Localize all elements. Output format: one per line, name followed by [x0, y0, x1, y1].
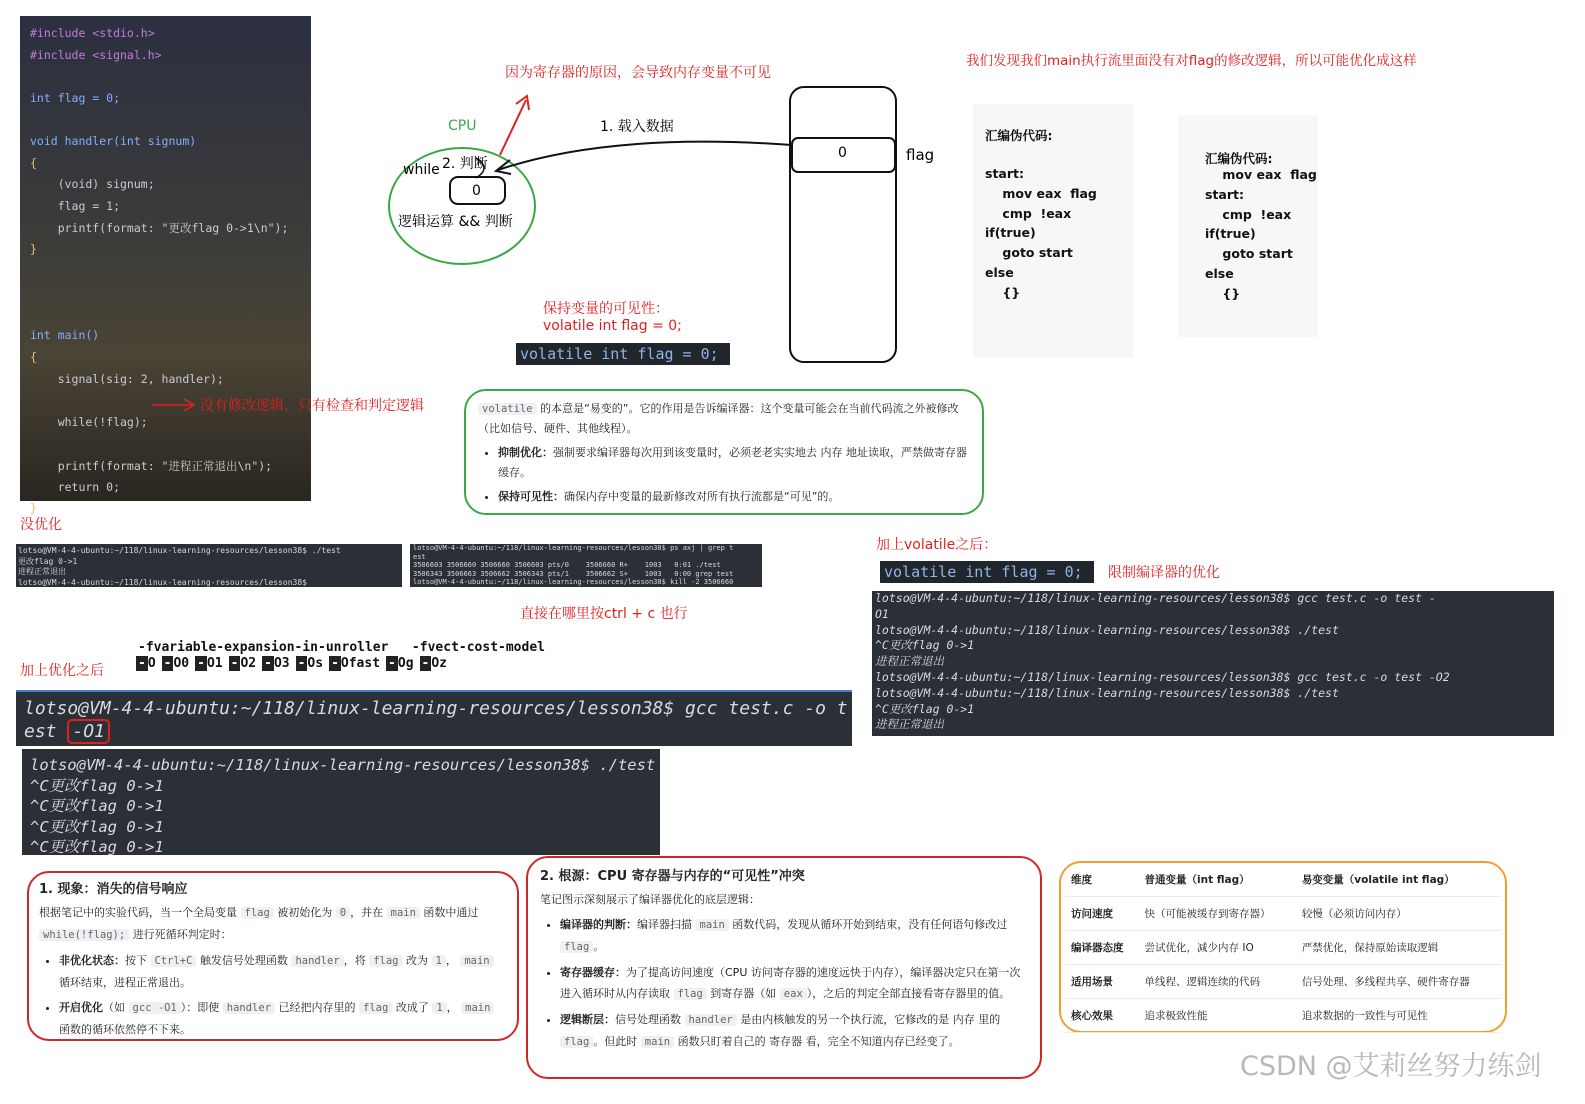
watermark: CSDN @艾莉丝努力练剑	[1240, 1051, 1542, 1082]
terminal-line: lotso@VM-4-4-ubuntu:~/118/linux-learning-resources/lesson38$ ps axj | grep t	[413, 544, 734, 552]
code-pill: main	[461, 1002, 494, 1014]
terminal-line: ^C更改flag 0->1	[30, 797, 164, 815]
card2-text: 为了提高访问速度（CPU 访问寄存器的速度远快于内存），编译器决定只在第一次进入循环时从内存读取	[560, 966, 1021, 1000]
cpu-label: CPU	[448, 118, 477, 134]
keep-visible-code: volatile int flag = 0;	[543, 318, 682, 334]
right-note: 我们发现我们main执行流里面没有对flag的修改逻辑，所以可能优化成这样	[966, 53, 1417, 69]
code-pill: flag	[241, 907, 274, 919]
red-arrow	[500, 100, 526, 155]
card1-title: 1. 现象：消失的信号响应	[39, 882, 188, 897]
table-row	[1065, 931, 1501, 965]
code-line: return 0;	[30, 479, 121, 494]
code-editor	[20, 16, 311, 516]
asm-line: if(true)	[985, 225, 1036, 241]
table-header: 普通变量（int flag）	[1139, 863, 1296, 897]
register-value: 0	[472, 183, 481, 199]
terminal-line: ^C更改flag 0->1	[30, 776, 164, 795]
asm-line: cmp !eax	[985, 205, 1072, 221]
code-pill: eax	[780, 988, 807, 1000]
volatile-tag: volatile	[478, 403, 537, 415]
terminal-line: 更改flag 0->1	[18, 556, 78, 566]
code-pill: handler	[223, 1002, 275, 1014]
keep-visible-title: 保持变量的可见性：	[543, 301, 669, 317]
table-header: 易变变量（volatile int flag）	[1296, 863, 1501, 897]
opt-flag: - O2	[230, 656, 257, 671]
comparison-table	[1065, 863, 1501, 1033]
card1-text: 按下	[125, 954, 147, 967]
card1-b2-title: 开启优化	[59, 1001, 103, 1014]
code-line: while(!flag);	[30, 414, 148, 429]
table-row	[1065, 999, 1501, 1033]
terminal-line: lotso@VM-4-4-ubuntu:~/118/linux-learning-resources/lesson38$ ./test	[18, 546, 341, 555]
terminal-line: lotso@VM-4-4-ubuntu:~/118/linux-learning-resources/lesson38$	[18, 577, 312, 587]
code-pill: gcc -O1	[129, 1002, 181, 1014]
card2-intro: 笔记图示深刻展示了编译器优化的底层逻辑：	[540, 893, 760, 906]
card2-text: 编译器扫描	[637, 918, 692, 931]
code-line: {	[30, 155, 37, 170]
memory-block	[790, 87, 896, 362]
table-cell: 适用场景	[1065, 965, 1139, 999]
table-cell: 追求数据的一致性与可见性	[1296, 999, 1501, 1033]
code-line: signal(sig: 2, handler);	[30, 371, 224, 386]
terminal-line: 进程正常退出	[18, 567, 66, 576]
volatile-b1-text: 强制要求编译器每次用到该变量时，必须老老实实地去 内存 地址读取，严禁做寄存器缓存。	[498, 446, 967, 479]
while-label: while	[403, 162, 440, 178]
terminal-line: lotso@VM-4-4-ubuntu:~/118/linux-learning-resources/lesson38$ kill -2 3506660	[413, 578, 734, 587]
table-cell: 编译器态度	[1065, 931, 1139, 965]
terminal-line: ^C更改flag 0->1	[30, 838, 164, 855]
asm-line: start:	[985, 166, 1024, 181]
volatile-intro: 的本意是“易变的”。它的作用是告诉编译器：这个变量可能会在当前代码流之外被修改（比如信号、硬件、其他线程）。	[478, 402, 959, 435]
code-line: void handler(int signum)	[30, 134, 197, 148]
card1-text: 改为	[406, 954, 428, 967]
judge-label: 2. 判断	[442, 156, 488, 172]
volatile-b1-title: 抑制优化：	[498, 446, 553, 459]
volatile-explanation-box	[464, 389, 984, 515]
code-annotation: 没有修改逻辑，只有检查和判定逻辑	[200, 398, 424, 414]
card1-text: ，	[445, 954, 457, 967]
opt-flag: - Og	[388, 656, 414, 671]
terminal-line: ^C更改flag 0->1	[30, 817, 164, 836]
card1-text: ）：即使	[180, 1001, 220, 1014]
table-cell: 核心效果	[1065, 999, 1139, 1033]
load-label: 1. 载入数据	[600, 119, 674, 135]
asm-line: goto start	[985, 245, 1073, 261]
table-row	[1065, 897, 1501, 931]
code-pill: Ctrl+C	[151, 955, 197, 967]
card1-text: ，并在	[350, 906, 384, 919]
card-root-cause	[526, 856, 1042, 1079]
card2-text: ），之后的判定全部直接看寄存器里的值。	[806, 987, 1011, 1000]
code-line: #include <stdio.h>	[30, 26, 155, 40]
code-pill: 0	[336, 907, 350, 919]
card2-b3-title: 逻辑断层：	[560, 1013, 615, 1026]
volatile-b2-title: 保持可见性：	[498, 490, 564, 503]
asm-line: mov eax flag	[985, 185, 1097, 201]
code-pill: main	[460, 955, 493, 967]
limit-note: 限制编译器的优化	[1108, 565, 1220, 581]
card2-text: 。但此时	[593, 1035, 638, 1048]
terminal-line: lotso@VM-4-4-ubuntu:~/118/linux-learning-resources/lesson38$ ./test	[30, 756, 656, 774]
terminal-line: lotso@VM-4-4-ubuntu:~/118/linux-learning-resources/lesson38$ gcc test.c -o test -O2	[875, 669, 1450, 684]
opt-flag: - O0	[163, 656, 190, 671]
opt-flags-row	[136, 656, 447, 678]
table-cell: 信号处理、多线程共享、硬件寄存器	[1296, 965, 1501, 999]
code-pill: handler	[685, 1014, 737, 1026]
card1-text: 已经把内存里的	[278, 1001, 356, 1014]
opt-flag: - Oz	[421, 656, 448, 671]
opt-flags-top: -fvariable-expansion-in-unroller -fvect-cost-model	[138, 640, 545, 655]
card1-text: （如	[103, 1001, 125, 1014]
card2-text: 函数只盯着自己的 寄存器 看，完全不知道内存已经变了。	[677, 1035, 960, 1048]
gcc-cmd-line1: lotso@VM-4-4-ubuntu:~/118/linux-learning-resources/lesson38$ gcc test.c -o t	[24, 698, 848, 719]
code-pill: flag	[369, 955, 402, 967]
card1-text: 进行死循环判定时：	[132, 928, 232, 941]
terminal-run-O1	[22, 749, 660, 855]
terminal-line: ^C更改flag 0->1	[875, 638, 975, 653]
volatile-code-snippet: volatile int flag = 0;	[516, 343, 730, 365]
card2-b2-title: 寄存器缓存：	[560, 966, 626, 979]
code-line: (void) signum;	[30, 177, 155, 192]
code-line: {	[30, 350, 37, 364]
code-pill: main	[696, 919, 729, 931]
card1-text: 函数的循环依然停不下来。	[59, 1023, 191, 1036]
terminal-line: lotso@VM-4-4-ubuntu:~/118/linux-learning-resources/lesson38$ ./test	[875, 685, 1339, 700]
code-line: flag = 1;	[30, 198, 121, 213]
code-pill: flag	[359, 1002, 392, 1014]
asm-line: mov eax flag	[1205, 167, 1317, 182]
asm-line: if(true)	[1205, 226, 1256, 242]
asm2-title: 汇编伪代码:	[1205, 151, 1273, 166]
asm-line: else	[985, 265, 1014, 280]
logic-label: 逻辑运算 && 判断	[398, 214, 513, 230]
terminal-line: 3506603 3506660 3506660 3506603 pts/0 3506660 R+ 1003 0:01 ./test	[413, 561, 721, 570]
code-pill: while(!flag);	[39, 929, 129, 941]
terminal-ps-kill	[410, 544, 762, 587]
asm-line: goto start	[1205, 246, 1293, 262]
flag-label: flag	[906, 146, 935, 164]
card1-text: ，	[446, 1001, 458, 1014]
table-cell: 访问速度	[1065, 897, 1139, 931]
code-pill: main	[641, 1036, 674, 1048]
card1-text: 被初始化为	[277, 906, 333, 919]
card2-text: 函数代码，发现从循环开始到结束，没有任何语句修改过	[732, 918, 1008, 931]
table-header: 维度	[1065, 863, 1139, 897]
card1-text: 循环结束，进程正常退出。	[59, 976, 191, 989]
card2-text: 到寄存器（如	[710, 987, 777, 1000]
memory-value: 0	[838, 145, 847, 161]
code-line: printf(format: "进程正常退出\n");	[30, 459, 273, 473]
code-line: int main()	[30, 328, 100, 343]
code-line: #include <signal.h>	[30, 47, 162, 62]
no-opt-label: 没优化	[20, 517, 62, 533]
code-line: }	[30, 242, 37, 256]
opt-flag: - O	[138, 656, 156, 671]
table-row	[1065, 965, 1501, 999]
asm-pseudocode-2	[1178, 115, 1318, 337]
card1-text: 函数中通过	[423, 906, 479, 919]
opt-flag: - Os	[297, 656, 324, 671]
terminal-line: O1	[875, 606, 889, 621]
asm-line: else	[1205, 266, 1234, 281]
card1-text: 改成了	[395, 1001, 429, 1014]
terminal-line: ^C更改flag 0->1	[875, 701, 975, 716]
terminal-volatile	[872, 591, 1554, 736]
card2-text: 是由内核触发的另一个执行流，它修改的是 内存 里的	[740, 1013, 1001, 1026]
opt-flag: - O3	[264, 656, 290, 671]
card2-text: 信号处理函数	[615, 1013, 681, 1026]
card1-text: ，将	[343, 954, 366, 967]
card2-b1-title: 编译器的判断：	[560, 918, 637, 931]
volatile-code-snippet-2: volatile int flag = 0;	[880, 561, 1094, 583]
table-cell: 严禁优化，保持原始读取逻辑	[1296, 931, 1501, 965]
code-pill: flag	[560, 1036, 593, 1048]
card2-text: 。	[593, 940, 605, 953]
code-pill: main	[387, 907, 420, 919]
code-line: }	[30, 501, 37, 516]
table-cell: 快（可能被缓存到寄存器）	[1139, 897, 1296, 931]
table-cell: 单线程、逻辑连续的代码	[1139, 965, 1296, 999]
load-arrow	[498, 142, 792, 170]
card1-text: 触发信号处理函数	[199, 954, 288, 967]
asm-line: start:	[1205, 186, 1244, 202]
code-pill: handler	[291, 955, 343, 967]
terminal-line: est	[413, 552, 426, 561]
terminal-line: 3506343 3506663 3506662 3506343 pts/1 3506662 S+ 1003 0:00 grep test	[413, 569, 734, 578]
card-comparison	[1059, 861, 1507, 1033]
code-line: int flag = 0;	[30, 90, 121, 105]
card2-title: 2. 根源：CPU 寄存器与内存的“可见性”冲突	[540, 869, 805, 884]
table-cell: 较慢（必须访问内存）	[1296, 897, 1501, 931]
asm-line: {}	[985, 284, 1021, 300]
terminal-no-opt	[16, 544, 402, 587]
gcc-flag-highlight: -O1	[67, 719, 110, 744]
terminal-gcc-O1	[16, 690, 852, 746]
card1-text: 根据笔记中的实验代码，当一个全局变量	[39, 906, 237, 919]
code-pill: flag	[560, 941, 593, 953]
asm-pseudocode-1	[973, 104, 1133, 358]
code-pill: 1	[432, 1002, 446, 1014]
asm1-title: 汇编伪代码:	[985, 128, 1053, 143]
terminal-line: 进程正常退出	[875, 654, 944, 669]
card-phenomenon	[27, 871, 519, 1041]
card1-b1-title: 非优化状态：	[59, 954, 125, 967]
asm-line: {}	[1205, 285, 1241, 301]
volatile-b2-text: 确保内存中变量的最新修改对所有执行流都是“可见”的。	[564, 490, 840, 503]
opt-flag: - O1	[197, 656, 223, 671]
gcc-cmd-line2: est	[24, 721, 68, 742]
after-volatile-label: 加上volatile之后：	[876, 537, 998, 553]
code-pill: 1	[432, 955, 446, 967]
table-cell: 尝试优化，减少内存 IO	[1139, 931, 1296, 965]
ctrl-c-note: 直接在哪里按ctrl + c 也行	[520, 606, 688, 622]
opt-label: 加上优化之后	[20, 663, 104, 679]
code-pill: flag	[674, 988, 707, 1000]
asm-line: cmp !eax	[1205, 206, 1292, 222]
table-cell: 追求极致性能	[1139, 999, 1296, 1033]
terminal-line: 进程正常退出	[875, 717, 944, 732]
register-note: 因为寄存器的原因，会导致内存变量不可见	[505, 65, 771, 81]
terminal-line: lotso@VM-4-4-ubuntu:~/118/linux-learning-resources/lesson38$ ./test	[875, 622, 1339, 637]
terminal-line: lotso@VM-4-4-ubuntu:~/118/linux-learning-resources/lesson38$ gcc test.c -o test -	[875, 591, 1436, 605]
annotation-arrow-icon	[150, 395, 200, 415]
opt-flag: - Ofast	[331, 656, 381, 671]
code-line: printf(format: "更改flag 0->1\n");	[30, 221, 289, 236]
